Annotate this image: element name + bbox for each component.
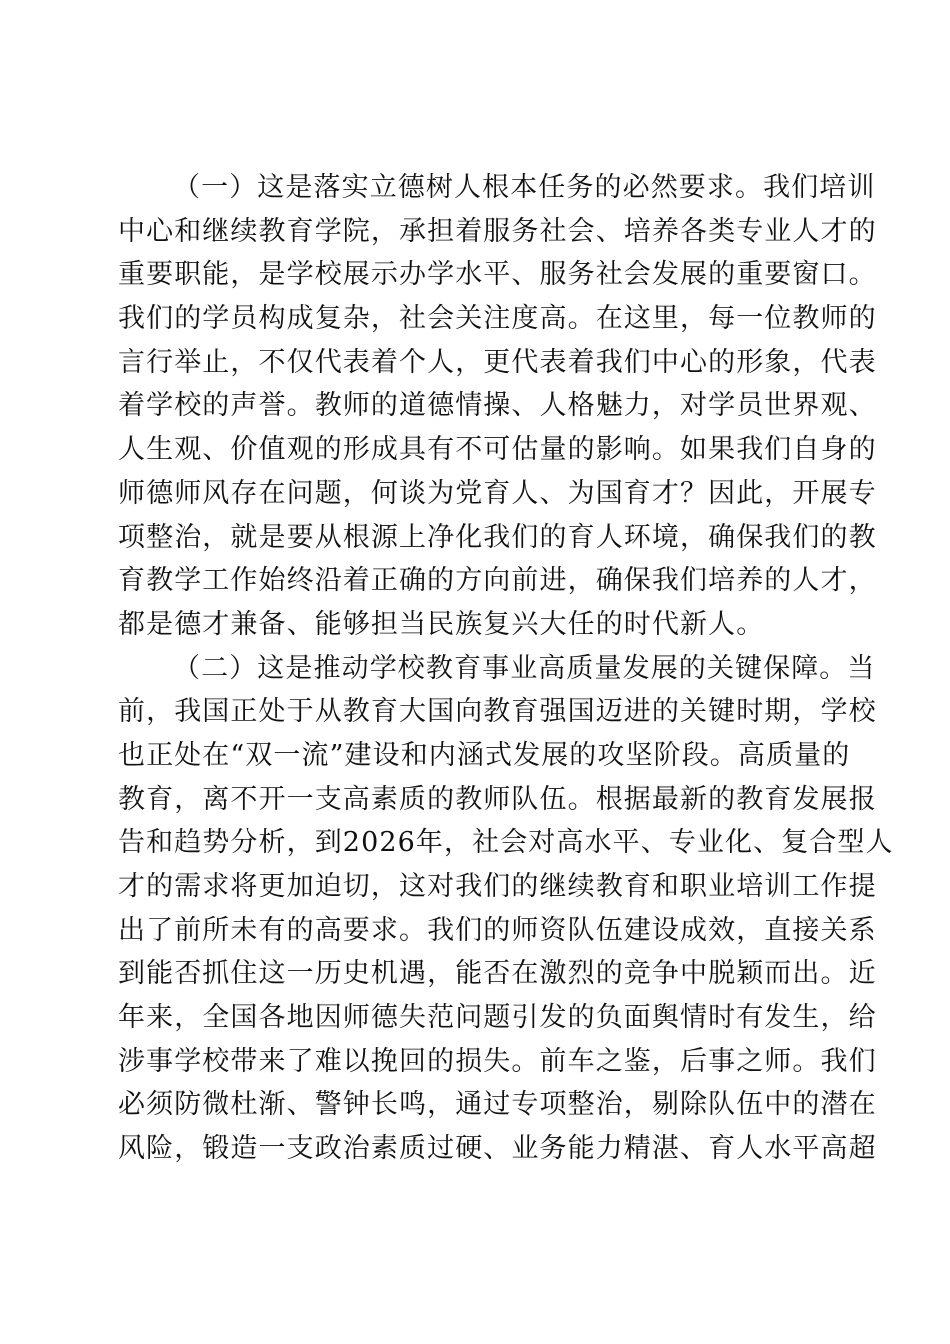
text-line: 都是德才兼备、能够担当民族复兴大任的时代新人。 <box>118 608 765 640</box>
text-line: 告和趋势分析，到2026年，社会对高水平、专业化、复合型人 <box>118 827 894 859</box>
text-line: 风险，锻造一支政治素质过硬、业务能力精湛、育人水平高超 <box>118 1133 877 1165</box>
text-line: 着学校的声誉。教师的道德情操、人格魅力，对学员世界观、 <box>118 390 877 422</box>
text-line: 年来，全国各地因师德失范问题引发的负面舆情时有发生，给 <box>118 1002 877 1034</box>
text-line: 也正处在“双一流”建设和内涵式发展的攻坚阶段。高质量的 <box>118 739 851 771</box>
text-line: 教育，离不开一支高素质的教师队伍。根据最新的教育发展报 <box>118 783 877 815</box>
text-line: 中心和继续教育学院，承担着服务社会、培养各类专业人才的 <box>118 215 877 247</box>
text-line: 涉事学校带来了难以挽回的损失。前车之鉴，后事之师。我们 <box>118 1045 877 1077</box>
text-line: 重要职能，是学校展示办学水平、服务社会发展的重要窗口。 <box>118 259 877 291</box>
text-line: 出了前所未有的高要求。我们的师资队伍建设成效，直接关系 <box>118 914 877 946</box>
text-line: 育教学工作始终沿着正确的方向前进，确保我们培养的人才， <box>118 565 877 597</box>
text-line: （二）这是推动学校教育事业高质量发展的关键保障。当 <box>173 652 876 684</box>
text-line: 前，我国正处于从教育大国向教育强国迈进的关键时期，学校 <box>118 696 877 728</box>
document-body <box>118 166 894 1171</box>
text-line: （一）这是落实立德树人根本任务的必然要求。我们培训 <box>173 172 876 203</box>
text-line: 到能否抓住这一历史机遇，能否在激烈的竞争中脱颖而出。近 <box>118 958 877 990</box>
text-line: 人生观、价值观的形成具有不可估量的影响。如果我们自身的 <box>118 434 877 466</box>
text-line: 项整治，就是要从根源上净化我们的育人环境，确保我们的教 <box>118 521 877 553</box>
text-line: 言行举止，不仅代表着个人，更代表着我们中心的形象，代表 <box>118 346 877 378</box>
text-line: 师德师风存在问题，何谈为党育人、为国育才？因此，开展专 <box>118 477 877 509</box>
text-line: 必须防微杜渐、警钟长鸣，通过专项整治，剔除队伍中的潜在 <box>118 1089 877 1121</box>
paragraph-2 <box>118 647 894 1171</box>
text-line: 我们的学员构成复杂，社会关注度高。在这里，每一位教师的 <box>118 303 877 335</box>
text-line: 才的需求将更加迫切，这对我们的继续教育和职业培训工作提 <box>118 871 877 902</box>
paragraph-1 <box>118 166 877 647</box>
